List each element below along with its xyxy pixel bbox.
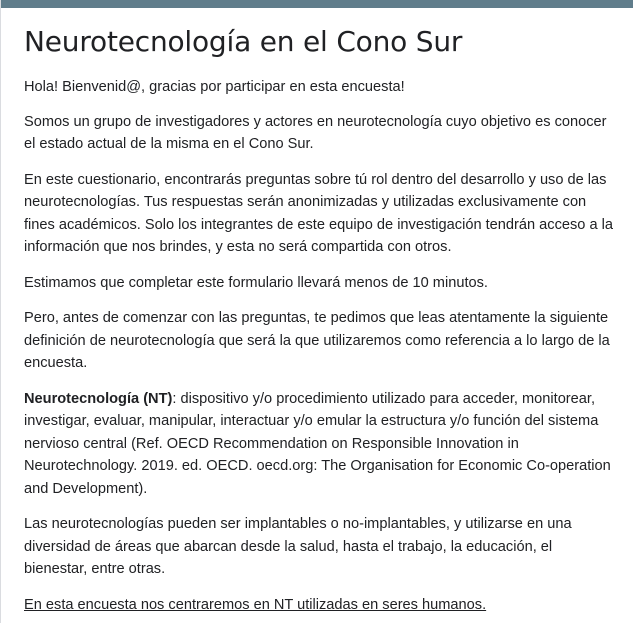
time-estimate-paragraph: Estimamos que completar este formulario llevará menos de 10 minutos.	[24, 274, 488, 291]
types-paragraph: Las neurotecnologías pueden ser implantables o no-implantables, y utilizarse en una diversidad de áreas que abarcan desde la salud, hasta el trabajo, la educación, el bienestar, entre otras.	[24, 516, 572, 577]
form-accent-bar	[1, 0, 633, 8]
definition-text: : dispositivo y/o procedimiento utilizado para acceder, monitorear, investigar, evaluar, manipular, interactuar y/o emular la estructura y/o función del sistema nervioso central (Ref. OECD Recommendation on Responsible Innovation in Neurotechnology. 2019. ed. OECD. oecd.org: The Organisation for Economic Co-operation and Development).	[24, 390, 611, 497]
greeting-paragraph: Hola! Bienvenid@, gracias por participar en esta encuesta!	[24, 79, 405, 95]
definition-paragraph	[24, 388, 619, 501]
definition-term: Neurotecnología (NT)	[24, 390, 173, 407]
form-title: Neurotecnología en el Cono Sur	[24, 25, 463, 58]
intro-paragraph: Somos un grupo de investigadores y actores en neurotecnología cuyo objetivo es conocer el estado actual de la misma en el Cono Sur.	[24, 113, 607, 152]
privacy-paragraph: En este cuestionario, encontrarás preguntas sobre tú rol dentro del desarrollo y uso de las neurotecnologías. Tus respuestas serán anonimizadas y utilizadas exclusivamente con fines académicos. Solo los integrantes de este equipo de investigación tendrán acceso a la información que nos brindes, y esta no será compartida con otros.	[24, 171, 613, 255]
focus-paragraph: En esta encuesta nos centraremos en NT utilizadas en seres humanos.	[24, 596, 487, 613]
definition-intro-paragraph: Pero, antes de comenzar con las preguntas, te pedimos que leas atentamente la siguiente definición de neurotecnología que será la que utilizaremos como referencia a lo largo de la encuesta.	[24, 310, 610, 371]
form-header-content	[24, 22, 619, 623]
